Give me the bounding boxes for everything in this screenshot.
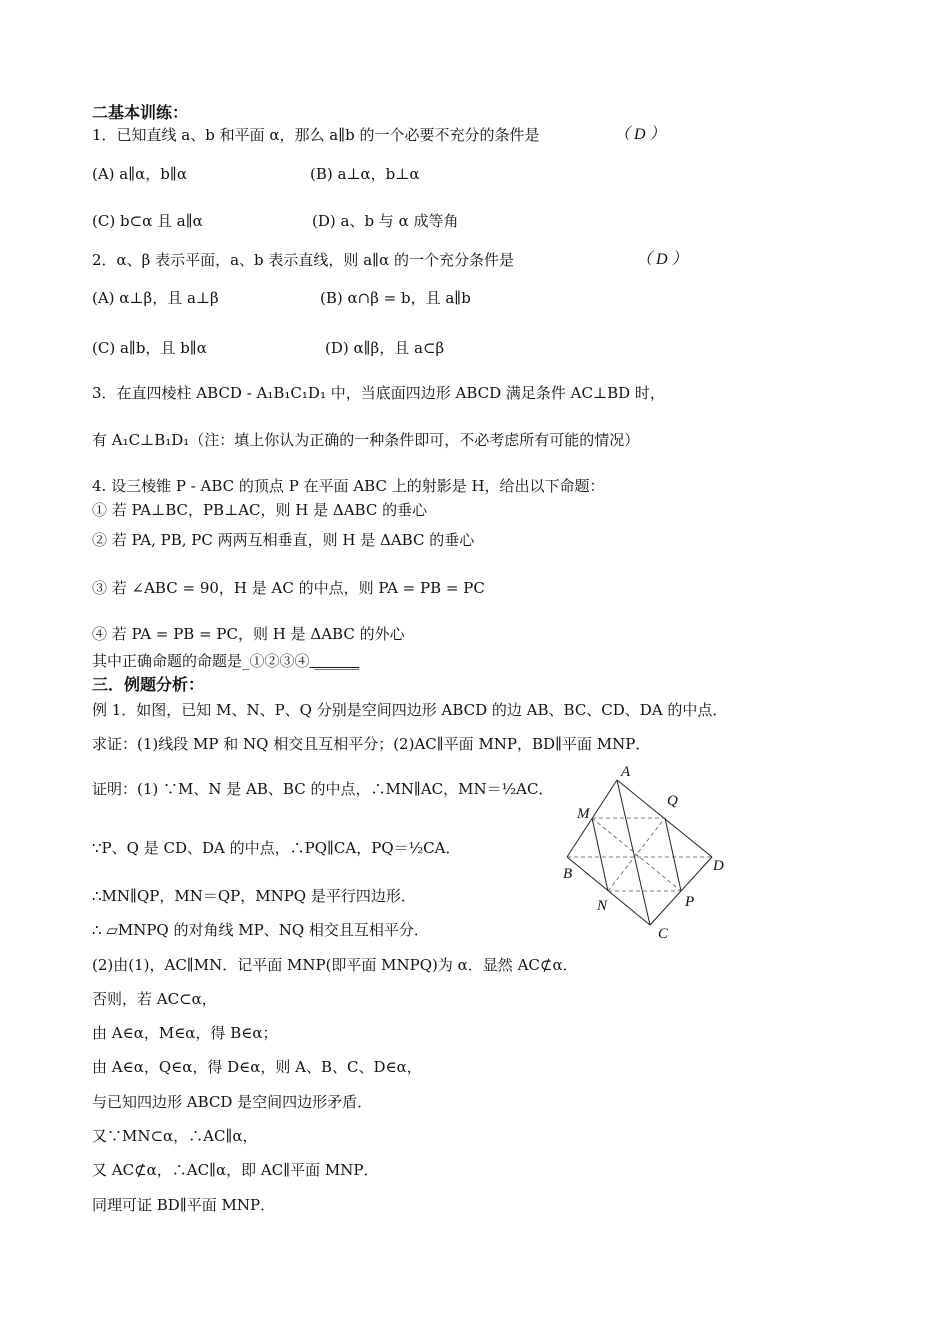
proof-step-11: 又 AC⊄α，∴AC∥α，即 AC∥平面 MNP．	[92, 1161, 379, 1179]
question-2-option-c: (C) a∥b，且 b∥α	[92, 339, 207, 357]
question-4-proposition-4: ④ 若 PA = PB = PC，则 H 是 ΔABC 的外心	[92, 625, 405, 643]
label-d: D	[713, 858, 724, 874]
proof-step-4: ∴ ▱MNPQ 的对角线 MP、NQ 相交且互相平分．	[92, 921, 429, 939]
question-4-proposition-3: ③ 若 ∠ABC = 90，H 是 AC 的中点，则 PA = PB = PC	[92, 579, 485, 597]
spatial-quadrilateral-figure	[555, 760, 745, 945]
proof-step-5: (2)由(1)，AC∥MN．记平面 MNP(即平面 MNPQ)为 α．显然 AC⊄α．	[92, 956, 578, 974]
question-2-option-a: (A) α⊥β，且 a⊥β	[92, 289, 219, 307]
example-1-to-prove: 求证：(1)线段 MP 和 NQ 相交且互相平分；(2)AC∥平面 MNP，BD∥平面 MNP．	[92, 735, 651, 753]
proof-step-6: 否则，若 AC⊂α，	[92, 990, 217, 1008]
proof-step-10: 又∵MN⊂α，∴AC∥α，	[92, 1127, 258, 1145]
proof-step-1: 证明：(1) ∵M、N 是 AB、BC 的中点，∴MN∥AC，MN＝½AC．	[92, 780, 554, 798]
question-4-result-label: 其中正确命题的命题是_	[92, 652, 250, 670]
proof-step-8: 由 A∈α，Q∈α，得 D∈α，则 A、B、C、D∈α，	[92, 1058, 422, 1076]
question-4-proposition-1: ① 若 PA⊥BC，PB⊥AC，则 H 是 ΔABC 的垂心	[92, 501, 428, 519]
proof-step-3: ∴MN∥QP，MN＝QP，MNPQ 是平行四边形．	[92, 887, 416, 905]
question-2-answer: （ D ）	[636, 251, 688, 268]
question-1-stem: 1．已知直线 a、b 和平面 α，那么 a∥b 的一个必要不充分的条件是	[92, 126, 540, 144]
label-n: N	[597, 898, 608, 914]
question-3-line-2: 有 A₁C⊥B₁D₁（注：填上你认为正确的一种条件即可，不必考虑所有可能的情况）	[92, 431, 640, 449]
question-4-proposition-2: ② 若 PA, PB, PC 两两互相垂直，则 H 是 ΔABC 的垂心	[92, 531, 475, 549]
proof-step-12: 同理可证 BD∥平面 MNP．	[92, 1196, 276, 1214]
segment-qp	[665, 818, 681, 891]
question-1-answer: （ D ）	[614, 126, 666, 143]
question-1-option-d: (D) a、b 与 α 成等角	[312, 212, 459, 230]
label-p: P	[685, 894, 695, 910]
question-4-result	[92, 651, 359, 671]
label-a: A	[621, 764, 631, 780]
label-q: Q	[667, 793, 678, 809]
question-2-option-b: (B) α∩β = b，且 a∥b	[320, 289, 471, 307]
question-1-option-b: (B) a⊥α，b⊥α	[310, 165, 420, 183]
proof-step-9: 与已知四边形 ABCD 是空间四边形矛盾．	[92, 1093, 373, 1111]
question-4-result-value: ①②③④	[249, 652, 310, 670]
question-2-option-d: (D) α∥β，且 a⊂β	[325, 339, 445, 357]
question-2-stem: 2．α、β 表示平面，a、b 表示直线，则 a∥α 的一个充分条件是	[92, 251, 514, 269]
section-title-example-analysis: 三．例题分析：	[92, 675, 205, 694]
proof-step-2: ∵P、Q 是 CD、DA 的中点，∴PQ∥CA，PQ＝½CA．	[92, 839, 461, 857]
proof-step-7: 由 A∈α，M∈α，得 B∈α；	[92, 1024, 278, 1042]
question-1-option-c: (C) b⊂α 且 a∥α	[92, 212, 203, 230]
section-title-basic-training: 二基本训练：	[92, 103, 189, 122]
example-1-statement: 例 1．如图，已知 M、N、P、Q 分别是空间四边形 ABCD 的边 AB、BC、CD、DA 的中点．	[92, 701, 728, 719]
label-c: C	[658, 926, 669, 942]
question-4-stem: 4. 设三棱锥 P - ABC 的顶点 P 在平面 ABC 上的射影是 H，给出以下命题：	[92, 477, 605, 495]
question-1-option-a: (A) a∥α，b∥α	[92, 165, 187, 183]
edge-ac	[617, 780, 650, 925]
label-m: M	[577, 806, 590, 822]
question-3-line-1: 3．在直四棱柱 ABCD - A₁B₁C₁D₁ 中，当底面四边形 ABCD 满足条件 AC⊥BD 时，	[92, 384, 665, 402]
question-4-result-blank: ______	[309, 652, 360, 670]
label-b: B	[563, 866, 573, 882]
